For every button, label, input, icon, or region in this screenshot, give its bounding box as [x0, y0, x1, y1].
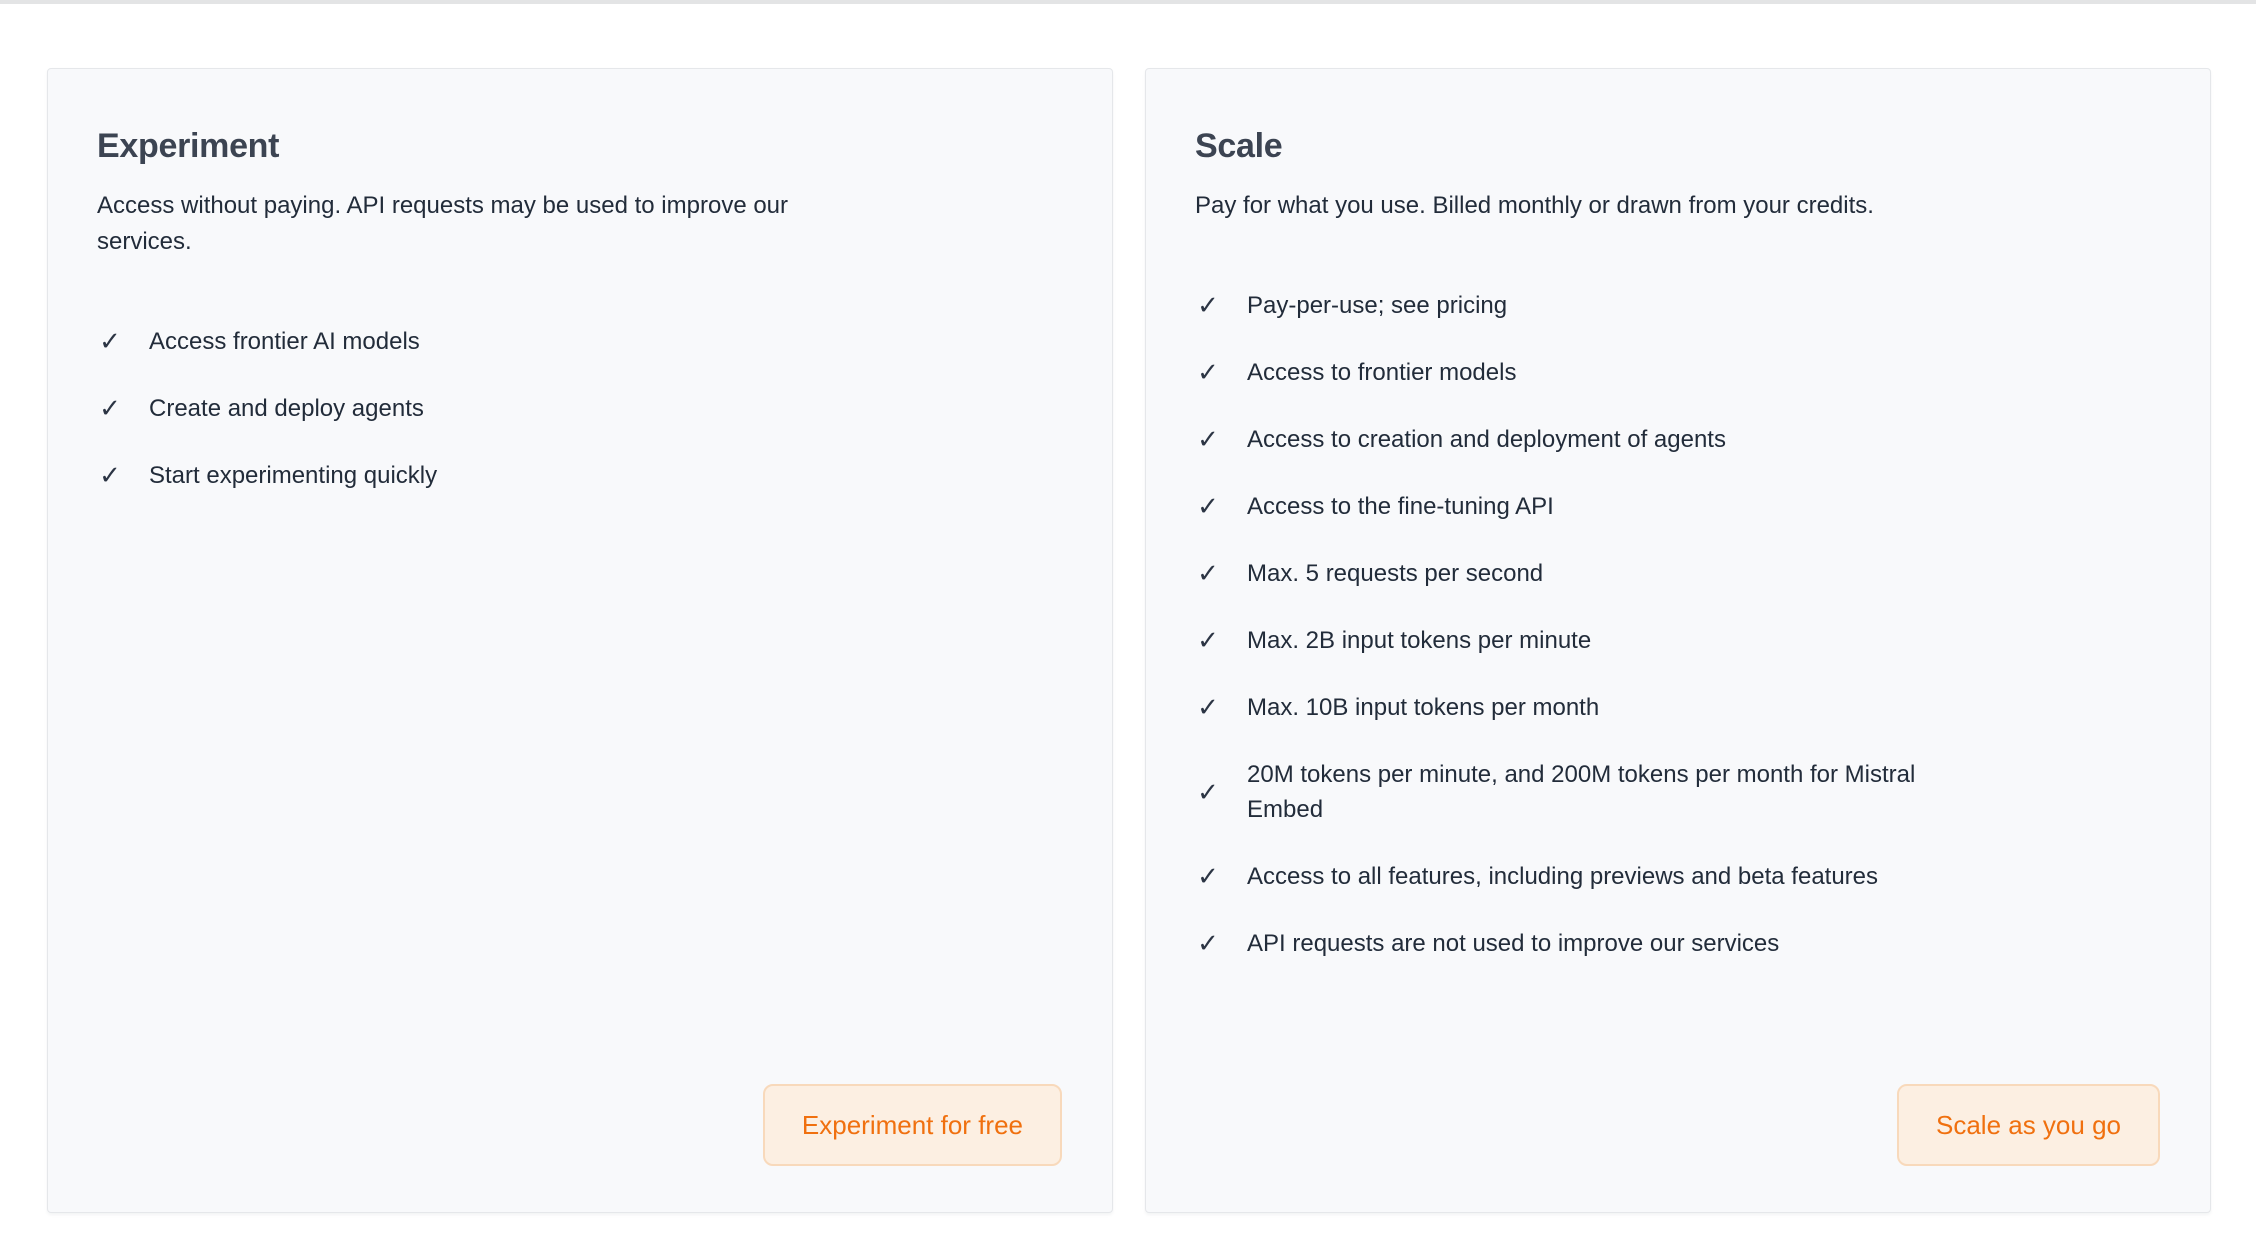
- feature-text: Access to all features, including previews and beta features: [1247, 863, 1879, 890]
- check-icon: ✓: [1197, 692, 1219, 722]
- check-icon: ✓: [1197, 558, 1219, 588]
- check-icon: ✓: [1197, 491, 1219, 521]
- feature-item: [1195, 422, 2161, 457]
- plan-title: Scale: [1195, 127, 1283, 165]
- check-icon: ✓: [1197, 928, 1219, 958]
- feature-text: Create and deploy agents: [149, 395, 424, 422]
- plan-cards: [47, 68, 2211, 1213]
- feature-text: Access to creation and deployment of agents: [1247, 426, 1726, 453]
- feature-item: [1195, 757, 2161, 827]
- check-icon: ✓: [1197, 776, 1219, 807]
- plan-description: Pay for what you use. Billed monthly or drawn from your credits.: [1195, 192, 1874, 219]
- feature-list: [97, 324, 1063, 493]
- feature-text: Pay-per-use; see pricing: [1247, 292, 1508, 319]
- feature-item: [1195, 355, 2161, 390]
- plan-cta-button[interactable]: Experiment for free: [763, 1084, 1062, 1166]
- plan-card: [1145, 68, 2211, 1213]
- feature-text: Max. 5 requests per second: [1247, 560, 1544, 587]
- feature-text: Access to frontier models: [1247, 359, 1517, 386]
- feature-text: API requests are not used to improve our services: [1247, 930, 1780, 957]
- plan-card: [47, 68, 1113, 1213]
- feature-text: Max. 10B input tokens per month: [1247, 694, 1600, 721]
- feature-item: [1195, 556, 2161, 591]
- plan-cta-button[interactable]: Scale as you go: [1897, 1084, 2160, 1166]
- feature-item: [1195, 623, 2161, 658]
- feature-item: [1195, 690, 2161, 725]
- check-icon: ✓: [1197, 625, 1219, 655]
- check-icon: ✓: [1197, 861, 1219, 891]
- feature-list: [1195, 288, 2161, 961]
- check-icon: ✓: [1197, 290, 1219, 320]
- check-icon: ✓: [99, 393, 121, 423]
- feature-item: [97, 391, 1063, 426]
- feature-item: [1195, 859, 2161, 894]
- feature-text: Access to the fine-tuning API: [1247, 493, 1554, 520]
- check-icon: ✓: [99, 326, 121, 356]
- check-icon: ✓: [99, 460, 121, 490]
- feature-item: [1195, 489, 2161, 524]
- feature-item: [1195, 288, 2161, 323]
- feature-text: Start experimenting quickly: [149, 462, 438, 489]
- feature-item: [97, 324, 1063, 359]
- check-icon: ✓: [1197, 357, 1219, 387]
- feature-text: Max. 2B input tokens per minute: [1247, 627, 1592, 654]
- feature-text: Access frontier AI models: [149, 328, 420, 355]
- plan-description: Access without paying. API requests may be used to improve our services.: [97, 192, 789, 255]
- top-divider: [0, 0, 2256, 4]
- feature-item: [1195, 926, 2161, 961]
- check-icon: ✓: [1197, 424, 1219, 454]
- feature-item: [97, 458, 1063, 493]
- plan-title: Experiment: [97, 127, 280, 165]
- feature-text: 20M tokens per minute, and 200M tokens per month for Mistral Embed: [1247, 761, 1916, 823]
